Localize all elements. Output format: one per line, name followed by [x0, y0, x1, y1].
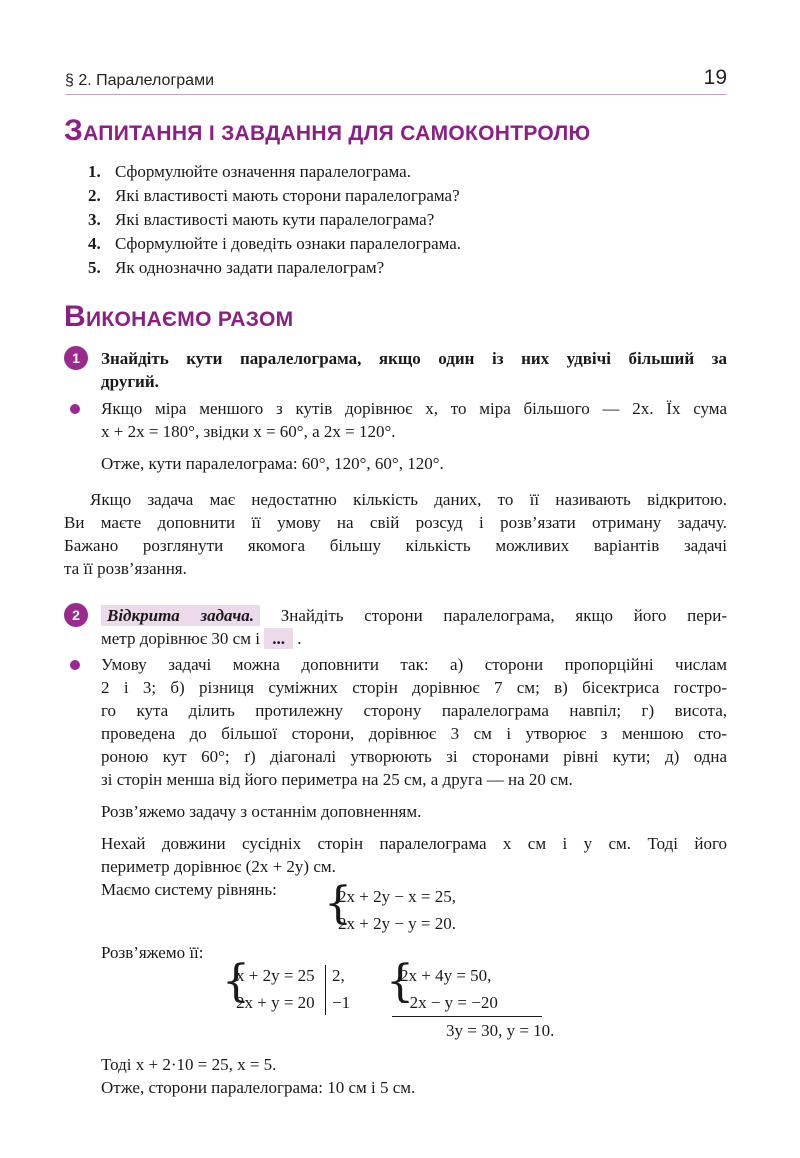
list-item: 3. Які властивості мають кути паралелограма? — [88, 210, 435, 229]
brace-icon: { — [324, 878, 352, 929]
section-heading-worked-examples: ВИКОНАЄМО РАЗОМ — [64, 300, 294, 333]
open-task-note: Якщо задача має недостатню кількість даних, то її називають відкритою. Ви маєте доповнити її умову на свій розсуд і розв’язати отриману задачу. Бажано розглянути якомога більшу кількість можливих варіантів задачі та її розв’язання. — [64, 490, 727, 578]
brace-icon: { — [386, 956, 414, 1007]
task-number-badge: 1 — [64, 346, 88, 370]
task-1-statement: Знайдіть кути паралелограма, якщо один із них удвічі більший за другий. — [101, 349, 727, 391]
final-answer: Тоді x + 2·10 = 25, x = 5. Отже, сторони паралелограма: 10 см і 5 см. — [101, 1055, 416, 1097]
task-2-solution: Умову задачі можна доповнити так: а) сторони пропорційні числам 2 і 3; б) різниця суміжних сторін дорівнює 7 см; в) бісектриса гостро- го кута ділить протилежну сторону паралелограма навпіл; г) висота, проведена до більшої сторони, дорівнює 3 см і утворює з меншою сто- роною кут 60°; ґ) діагоналі утворюють зі сторонами рівні кути; д) одна зі сторін менша від його периметра на 25 см, а друга — на 20 см. Розв’яжемо задачу з останнім доповненням. Нехай довжини сусідніх сторін паралелограма x см і y см. Тоді його периметр дорівнює (2x + 2y) см. Маємо систему рівнянь: — [101, 655, 727, 899]
list-item: 2. Які властивості мають сторони паралелограма? — [88, 186, 460, 205]
section-heading-self-check: ЗАПИТАННЯ І ЗАВДАННЯ ДЛЯ САМОКОНТРОЛЮ — [64, 114, 591, 147]
task-number-badge: 2 — [64, 603, 88, 627]
list-item: 5. Як однозначно задати паралелограм? — [88, 258, 385, 277]
page-number: 19 — [703, 66, 727, 89]
brace-icon: { — [222, 956, 250, 1007]
open-condition-placeholder: ... — [264, 628, 293, 649]
task-1-solution: Якщо міра меншого з кутів дорівнює x, то міра більшого — 2x. Їх сума x + 2x = 180°, звідки x = 60°, а 2x = 120°. Отже, кути паралелограма: 60°, 120°, 60°, 120°. — [101, 399, 727, 473]
sum-line — [392, 1016, 542, 1017]
open-task-label: Відкрита задача. — [101, 605, 260, 626]
question-list — [88, 160, 461, 280]
bullet-icon — [70, 660, 80, 670]
list-item: 4. Сформулюйте і доведіть ознаки паралелограма. — [88, 234, 462, 253]
page-header — [65, 68, 727, 95]
task-2-statement: Відкрита задача. Знайдіть сторони паралелограма, якщо його пери- метр дорівнює 30 см і ... . — [101, 606, 728, 648]
bullet-icon — [70, 404, 80, 414]
divider — [325, 965, 326, 1015]
list-item: 1. Сформулюйте означення паралелограма. — [88, 162, 411, 181]
solve-it-label: Розв’яжемо її: — [101, 943, 204, 962]
running-title: § 2. Паралелограми — [65, 72, 215, 89]
